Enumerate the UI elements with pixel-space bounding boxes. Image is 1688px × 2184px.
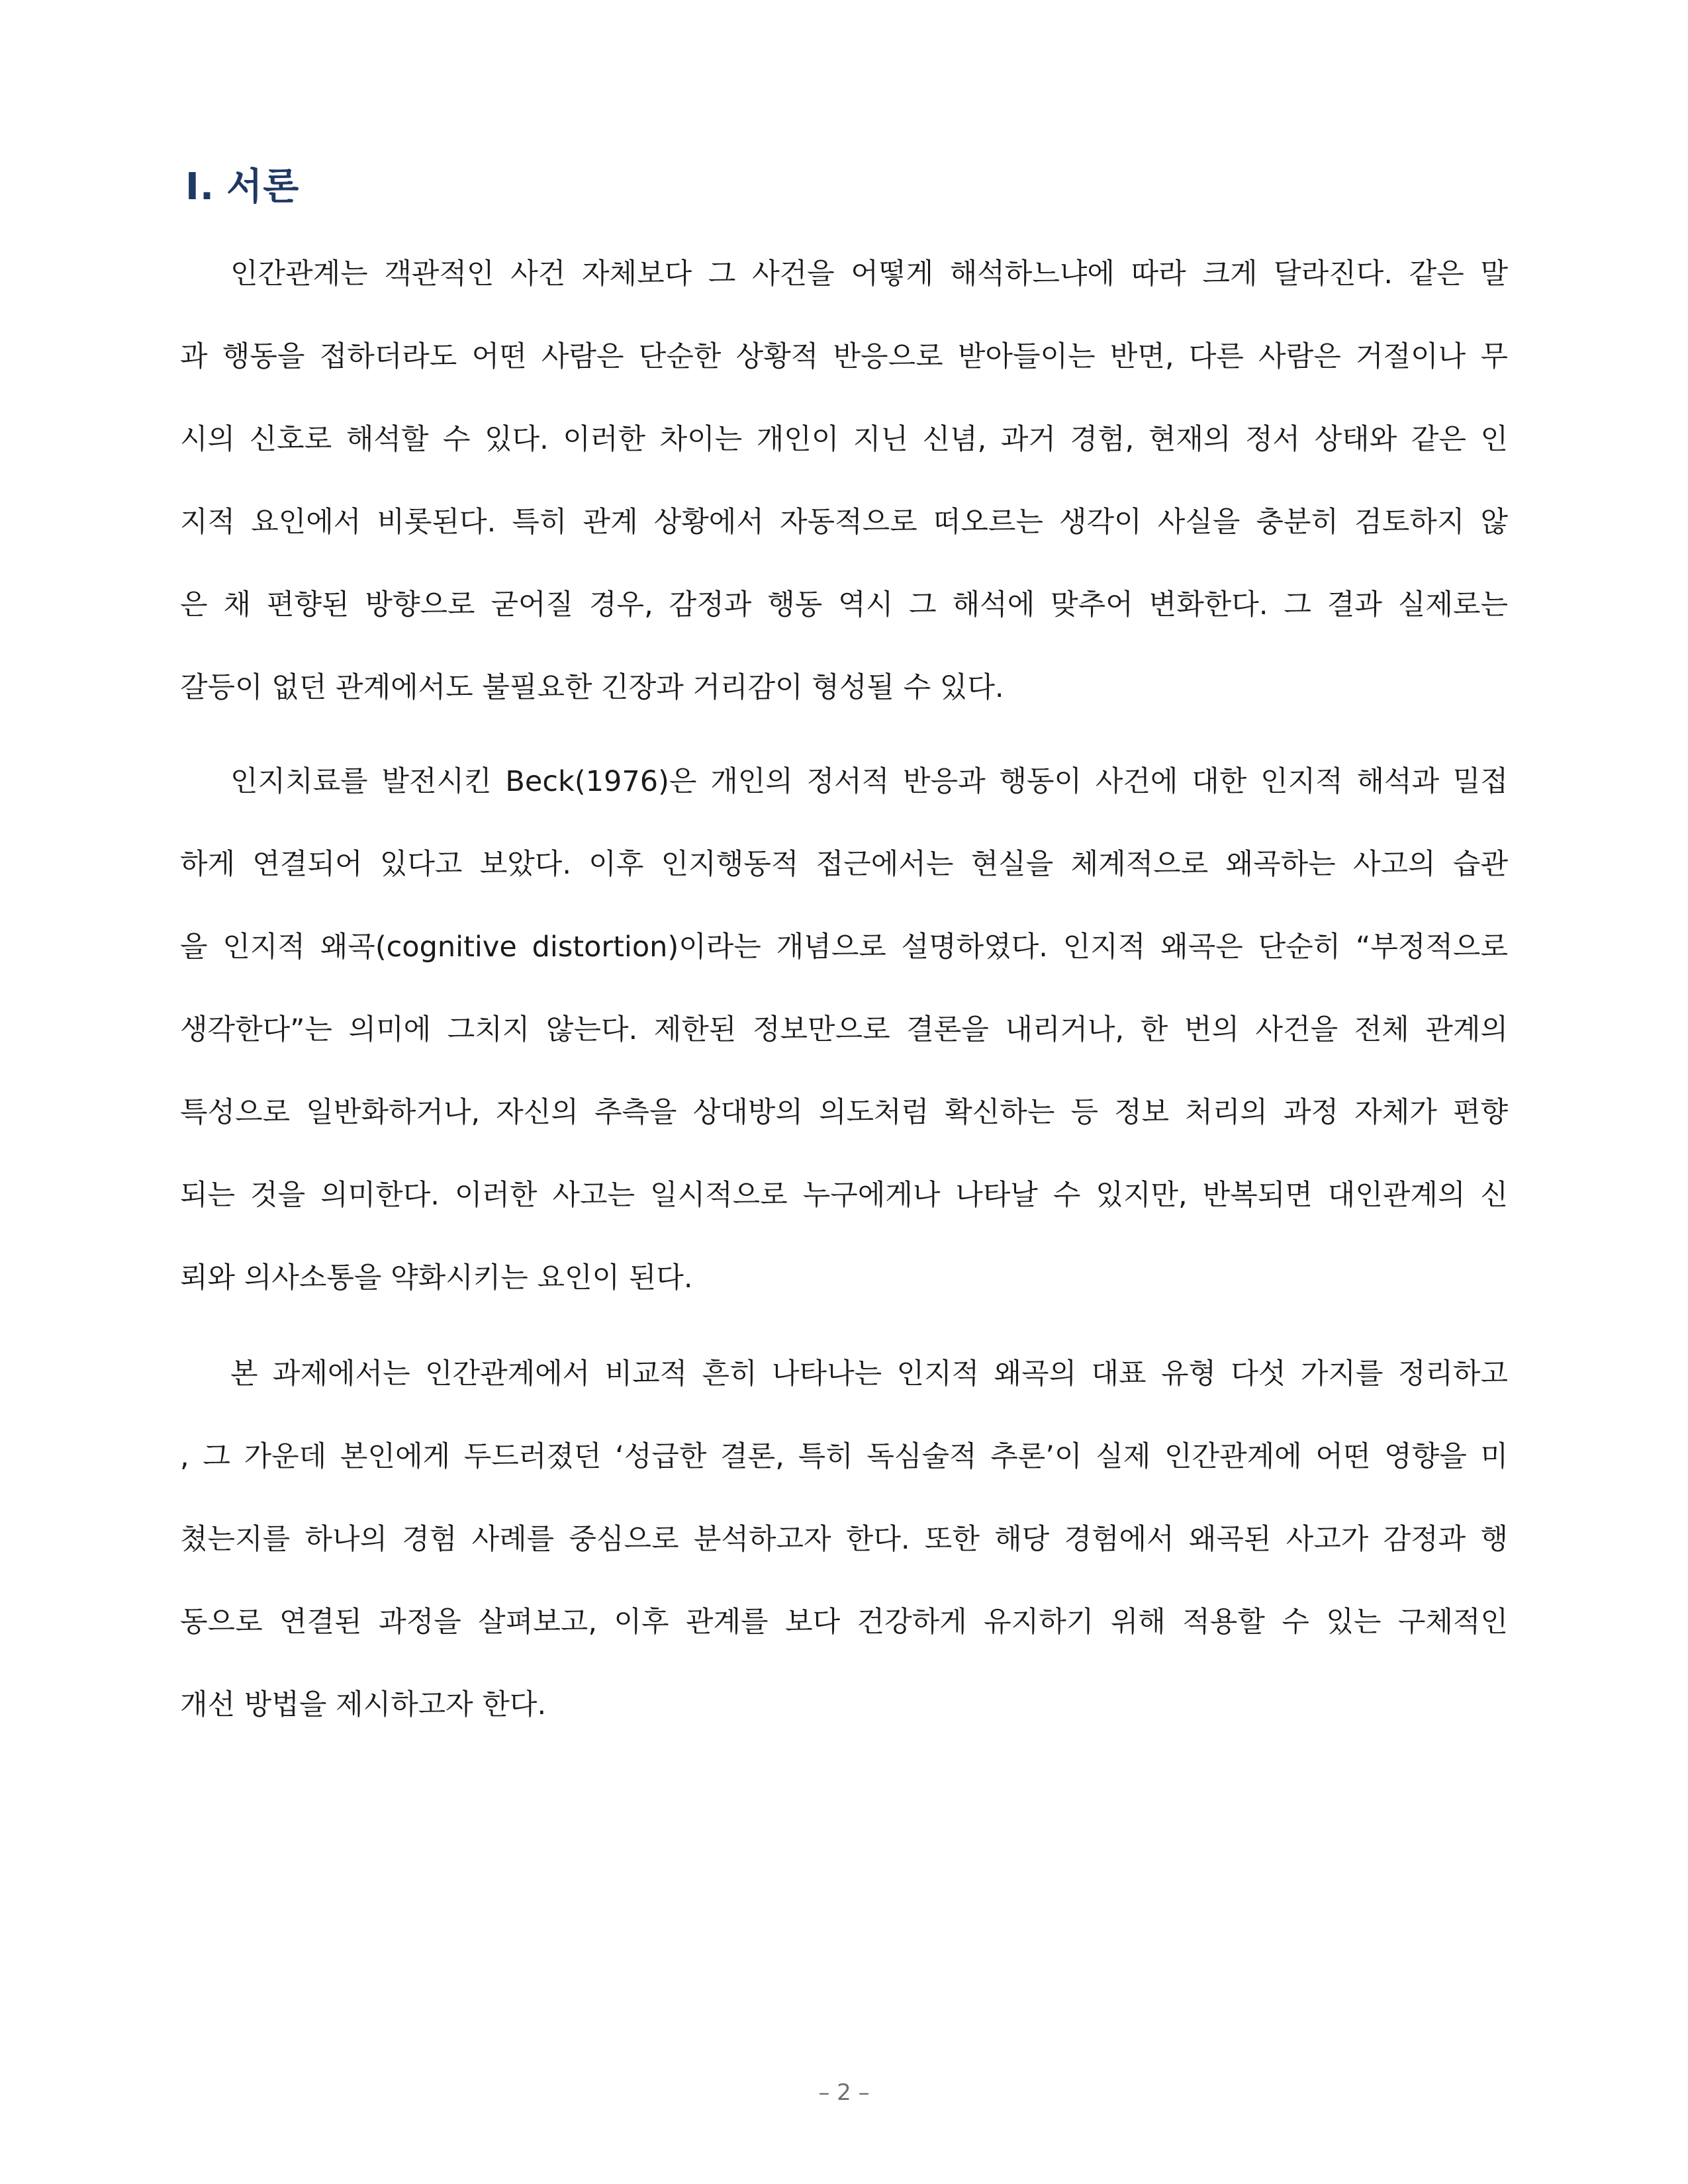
text-line: 본 과제에서는 인간관계에서 비교적 흔히 나타나는 인지적 왜곡의 대표 유형 다섯 가지를 정리하고 (230, 1357, 1508, 1390)
text-line: 되는 것을 의미한다. 이러한 사고는 일시적으로 누구에게나 나타날 수 있지만, 반복되면 대인관계의 신 (180, 1179, 1508, 1212)
text-line: 쳤는지를 하나의 경험 사례를 중심으로 분석하고자 한다. 또한 해당 경험에서 왜곡된 사고가 감정과 행 (180, 1523, 1508, 1556)
text-line: 과 행동을 접하더라도 어떤 사람은 단순한 상황적 반응으로 받아들이는 반면, 다른 사람은 거절이나 무 (180, 340, 1508, 373)
text-line: 뢰와 의사소통을 약화시키는 요인이 된다. (180, 1261, 693, 1295)
text-line: 개선 방법을 제시하고자 한다. (180, 1688, 547, 1721)
text-line: 은 채 편향된 방향으로 굳어질 경우, 감정과 행동 역시 그 해석에 맞추어 변화한다. 그 결과 실제로는 (180, 588, 1508, 621)
paragraph-2 (180, 741, 1508, 1320)
text-line: 시의 신호로 해석할 수 있다. 이러한 차이는 개인이 지닌 신념, 과거 경험, 현재의 정서 상태와 같은 인 (180, 423, 1508, 456)
section-title: 서론 (226, 165, 300, 208)
text-line: 인지치료를 발전시킨 Beck(1976)은 개인의 정서적 반응과 행동이 사건에 대한 인지적 해석과 밀접 (230, 765, 1508, 798)
section-number: Ⅰ. (185, 165, 215, 208)
text-line: 을 인지적 왜곡(cognitive distortion)이라는 개념으로 설명하였다. 인지적 왜곡은 단순히 “부정적으로 (180, 931, 1508, 964)
paragraph-1 (180, 233, 1508, 729)
page-number: – 2 – (818, 2079, 870, 2106)
text-line: 생각한다”는 의미에 그치지 않는다. 제한된 정보만으로 결론을 내리거나, 한 번의 사건을 전체 관계의 (180, 1013, 1508, 1046)
paragraph-3 (180, 1333, 1508, 1747)
text-line: , 그 가운데 본인에게 두드러졌던 ‘성급한 결론, 특히 독심술적 추론’이 실제 인간관계에 어떤 영향을 미 (180, 1440, 1508, 1473)
section-heading (185, 158, 299, 210)
text-line: 동으로 연결된 과정을 살펴보고, 이후 관계를 보다 건강하게 유지하기 위해 적용할 수 있는 구체적인 (180, 1606, 1508, 1639)
text-line: 인간관계는 객관적인 사건 자체보다 그 사건을 어떻게 해석하느냐에 따라 크게 달라진다. 같은 말 (230, 257, 1508, 291)
text-line: 지적 요인에서 비롯된다. 특히 관계 상황에서 자동적으로 떠오르는 생각이 사실을 충분히 검토하지 않 (180, 506, 1508, 539)
text-line: 하게 연결되어 있다고 보았다. 이후 인지행동적 접근에서는 현실을 체계적으로 왜곡하는 사고의 습관 (180, 848, 1508, 881)
text-line: 특성으로 일반화하거나, 자신의 추측을 상대방의 의도처럼 확신하는 등 정보 처리의 과정 자체가 편향 (180, 1096, 1508, 1129)
text-line: 갈등이 없던 관계에서도 불필요한 긴장과 거리감이 형성될 수 있다. (180, 671, 1004, 704)
